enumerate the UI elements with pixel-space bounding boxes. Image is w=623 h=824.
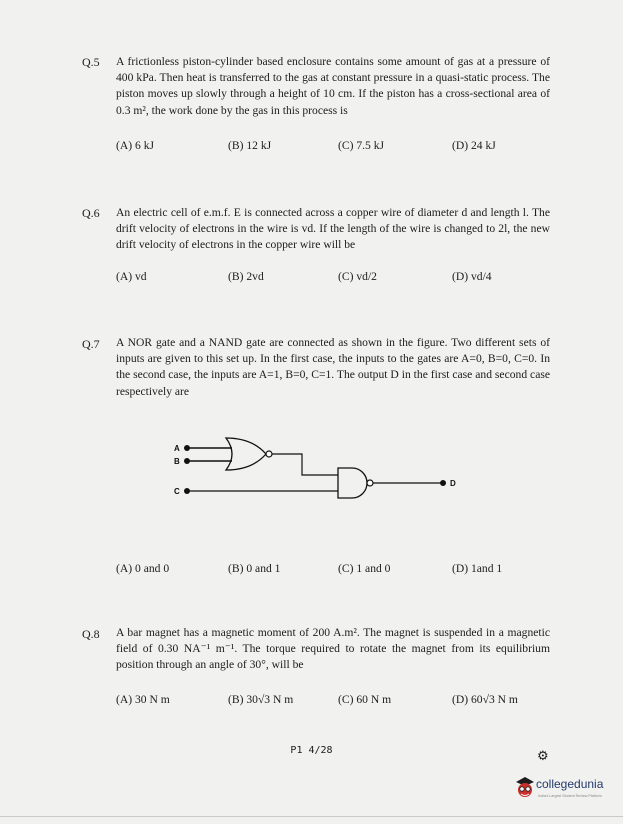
option-c: (C) 7.5 kJ (338, 139, 385, 152)
nand-bubble (367, 480, 373, 486)
option-a: (A) vd (116, 270, 147, 283)
nor-bubble (266, 451, 272, 457)
question-number: Q.7 (82, 337, 100, 351)
brand-tagline: India's Largest Student Review Platform (538, 794, 602, 798)
question-number: Q.8 (82, 627, 100, 641)
option-d: (D) 60√3 N m (452, 693, 518, 706)
option-c: (C) 1 and 0 (338, 562, 391, 575)
settings-gear-icon: ⚙ (537, 749, 549, 764)
option-b: (B) 2vd (228, 270, 264, 283)
label-a: A (174, 444, 180, 453)
page-number: P1 4/28 (290, 745, 333, 756)
option-b: (B) 12 kJ (228, 139, 272, 152)
option-b: (B) 30√3 N m (228, 693, 294, 706)
label-b: B (174, 457, 180, 466)
output-d-terminal (440, 480, 446, 486)
input-b-terminal (184, 458, 190, 464)
option-d: (D) 1and 1 (452, 562, 503, 575)
label-d: D (450, 479, 456, 488)
nor-gate (226, 438, 266, 470)
option-c: (C) 60 N m (338, 693, 392, 706)
question-number: Q.6 (82, 206, 100, 220)
brand-logo (514, 776, 618, 812)
divider (0, 816, 623, 817)
option-a: (A) 0 and 0 (116, 562, 170, 575)
graduate-mascot-icon (514, 776, 536, 802)
option-b: (B) 0 and 1 (228, 562, 281, 575)
label-c: C (174, 487, 180, 496)
question-number: Q.5 (82, 55, 100, 69)
option-d: (D) vd/4 (452, 270, 492, 283)
brand-name: collegedunia (536, 777, 604, 791)
question-text: A NOR gate and a NAND gate are connected as shown in the figure. Two different sets of inputs are given to this set up. In the first case, the inputs to the gates are A=0, B=0, C=0. In the second case, the inputs are A=1, B=0, C=1. The output D in the first case and second case respectively are (116, 336, 550, 398)
nand-gate (338, 468, 367, 498)
logic-circuit-diagram (166, 430, 466, 510)
option-d: (D) 24 kJ (452, 139, 496, 152)
option-a: (A) 30 N m (116, 693, 170, 706)
input-a-terminal (184, 445, 190, 451)
input-c-terminal (184, 488, 190, 494)
question-text: A bar magnet has a magnetic moment of 200 A.m². The magnet is suspended in a magnetic field of 0.30 NA⁻¹ m⁻¹. The torque required to rotate the magnet from its equilibrium position through an angle of 30°, will be (116, 626, 550, 672)
question-text: An electric cell of e.m.f. E is connected across a copper wire of diameter d and length l. The drift velocity of electrons in the wire is vd. If the length of the wire is changed to 2l, the new drift velocity of electrons in the copper wire will be (116, 206, 550, 252)
question-text: A frictionless piston-cylinder based enclosure contains some amount of gas at a pressure of 400 kPa. Then heat is transferred to the gas at constant pressure in a quasi-static process. The piston moves up slowly through a height of 10 cm. If the piston has a cross-sectional area of 0.3 m², the work done by the gas in this process is (116, 55, 550, 117)
option-c: (C) vd/2 (338, 270, 377, 283)
wire-nor-out (272, 454, 338, 475)
option-a: (A) 6 kJ (116, 139, 154, 152)
